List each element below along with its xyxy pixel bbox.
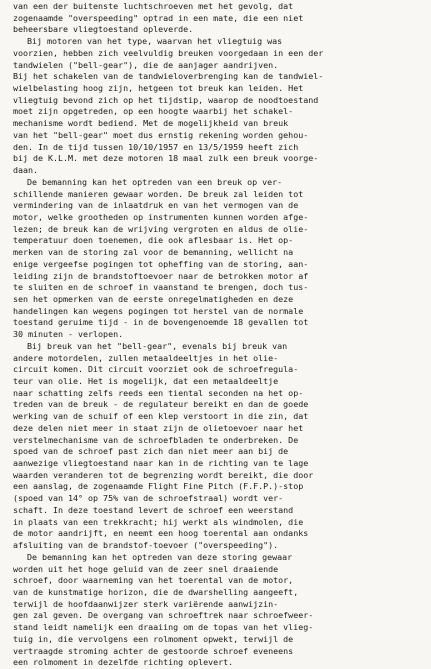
text-line: van de kunstmatige horizon, die de dwarshelling aangeeft,	[13, 586, 299, 597]
text-line: afsluiting van de brandstof-toevoer ("overspeeding").	[13, 540, 279, 551]
text-line: bij de K.L.M. met deze motoren 18 maal zulk een breuk voorge-	[13, 153, 319, 164]
text-line: een aanslag, de zogenaamde Flight Fine Pitch (F.F.P.)-stop	[13, 481, 304, 492]
text-line: teur van olie. Het is mogelijk, dat een metaaldeeltje	[13, 376, 279, 386]
text-line: lezen; de breuk kan de wrijving vergroten en aldus de olie-	[13, 223, 309, 234]
text-line: worden uit het hoge geluid van de zeer snel draaiende	[13, 563, 279, 574]
text-line: deze delen niet meer in staat zijn de olietoevoer naar het	[13, 422, 304, 433]
text-line: tandwielen ("bell-gear"), die de aanjager aandrijven.	[13, 59, 279, 70]
paragraph-first-line: De bemanning kan het optreden van deze storing gewaar	[27, 551, 293, 562]
text-line: te sluiten en de schroef in vaanstand te brengen, doch tus-	[13, 282, 309, 293]
paragraph-first-line: Bij motoren van het type, waarvan het vliegtuig was	[27, 36, 283, 47]
text-line: naar schatting zelfs reeds een tiental seconden na het op-	[13, 387, 304, 398]
text-line: wielbelasting hoog zijn, hetgeen tot breuk kan leiden. Het	[13, 83, 304, 94]
text-line: motor, welke grootheden op instrumenten kunnen worden afge-	[13, 211, 309, 222]
text-line: enige vergeefse pogingen tot opheffing van de storing, aan-	[13, 258, 309, 269]
text-line: zogenaamde "overspeeding" optrad in een mate, die een niet	[13, 12, 304, 23]
text-line: merken van de storing zal voor de bemanning, wellicht na	[13, 247, 294, 258]
paragraph-first-line: De bemanning kan het optreden van een breuk op ver-	[27, 176, 283, 187]
text-line: vliegtuig bevond zich op het tijdstip, waarop de noodtoestand	[13, 94, 319, 105]
text-line: treden van de breuk - de regulateur bereikt en dan de goede	[13, 399, 309, 410]
text-line: in plaats van een trekkracht; hij werkt als windmolen, die	[13, 516, 304, 527]
text-line: spoed van de schroef past zich dan niet meer aan bij de	[13, 446, 289, 457]
text-line: aanwezige vliegtoestand naar kan in de richting van te lage	[13, 458, 309, 469]
text-line: (spoed van 14° op 75% van de schroefstraal) wordt ver-	[13, 493, 284, 504]
text-line: de motor aandrijft, en neemt een hoog toerental aan ondanks	[13, 528, 309, 539]
text-line: den. In de tijd tussen 10/10/1957 en 13/5/1959 heeft zich	[13, 141, 299, 152]
text-line: tuig in, die vervolgens een rolmoment opwekt, terwijl de	[13, 633, 294, 644]
text-line: stand leidt namelijk een draaiing om de topas van het vlieg-	[13, 622, 314, 633]
text-line: terwijl de hoofdaanwijzer sterk variërende aanwijzin-	[13, 598, 279, 609]
text-line: vertraagde stroming achter de gestoorde schroef eveneens	[13, 645, 294, 656]
text-line: verstelmechanisme van de schroefbladen te onderbreken. De	[13, 434, 299, 445]
text-line: mechanisme wordt bediend. Met de mogelijkheid van breuk	[13, 118, 289, 129]
text-line: van het "bell-gear" moet dus ernstig rekening worden gehou-	[13, 129, 309, 140]
text-line: circuit komen. Dit circuit voorziet ook de schroefregula-	[13, 364, 299, 375]
text-line: gen zal geven. De overgang van schroeftrek naar schroefweer-	[13, 610, 314, 621]
text-line: temperatuur doen toenemen, die ook aflesbaar is. Het op-	[13, 235, 294, 246]
text-line: voorzien, hebben zich veelvuldig breuken voorgedaan in een der	[13, 47, 324, 58]
text-line: beheersbare vliegtoestand opleverde.	[13, 24, 194, 35]
text-line: 30 minuten - verlopen.	[13, 329, 124, 340]
text-line: Bij het schakelen van de tandwieloverbrenging kan de tandwiel-	[13, 71, 324, 82]
text-line: moet zijn opgetreden, op een hoogte waarbij het schakel-	[13, 106, 294, 117]
text-line: leiding zijn de brandstoftoevoer naar de betrokken motor af	[13, 270, 309, 281]
paragraph-first-line: Bij breuk van het "bell-gear", evenals bij breuk van	[27, 340, 288, 351]
text-line: waarden veranderen tot de begrenzing wordt bereikt, die door	[13, 469, 314, 480]
text-line: daan.	[13, 165, 39, 176]
text-line: schroef, door waarneming van het toerental van de motor,	[13, 575, 294, 586]
text-line: toestand geruime tijd - in de bovengenoemde 18 gevallen tot	[13, 317, 309, 328]
text-line: schaft. In deze toestand levert de schroef een weerstand	[13, 504, 294, 515]
text-line: een rolmoment in dezelfde richting oplevert.	[13, 657, 234, 668]
text-line: vermindering van de inlaatdruk en van het vermogen van de	[13, 200, 299, 211]
text-line: andere motordelen, zullen metaaldeeltjes in het olie-	[13, 352, 279, 363]
text-line: van een der buitenste luchtschroeven met het gevolg, dat	[13, 1, 294, 11]
text-line: schillende manieren gewaar worden. De breuk zal leiden tot	[13, 188, 304, 199]
text-line: sen het opmerken van de eerste onregelmatigheden en deze	[13, 293, 294, 304]
text-line: werking van de schuif of een klep verstoort in die zin, dat	[13, 411, 309, 422]
text-line: handelingen kan wegens pogingen tot herstel van de normale	[13, 305, 304, 316]
